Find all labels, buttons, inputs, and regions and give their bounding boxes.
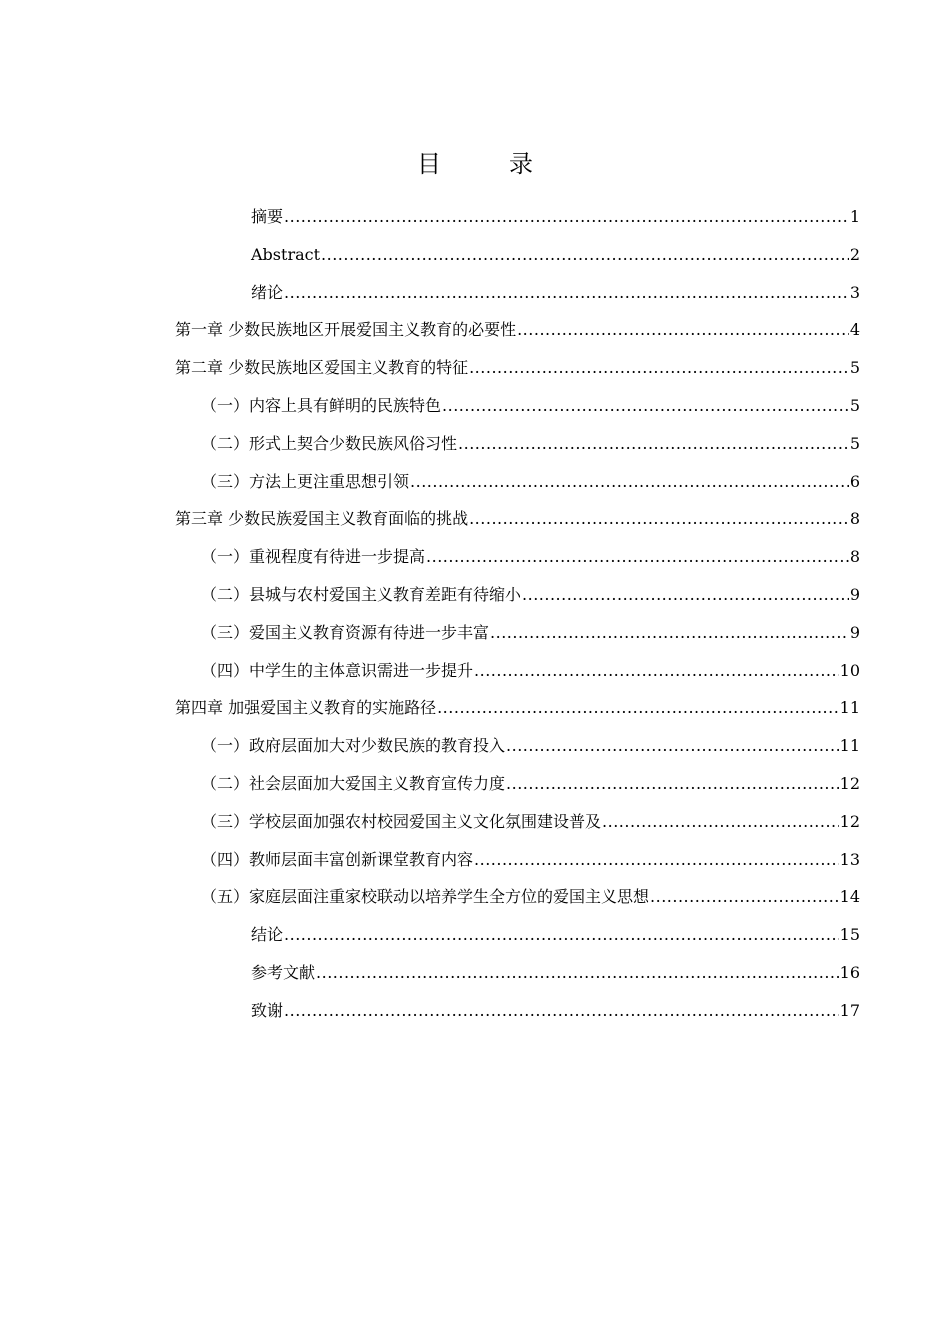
- toc-entry: [0, 538, 860, 576]
- toc-entry-label: （三）爱国主义教育资源有待进一步丰富: [201, 622, 490, 642]
- toc-entry-page: 5: [849, 433, 860, 453]
- toc-entry: [0, 198, 860, 236]
- toc-entry: [0, 916, 860, 954]
- toc-leader-dots: [284, 916, 839, 954]
- toc-entry: [0, 311, 860, 349]
- toc-entry: [0, 765, 860, 803]
- toc-entry: [0, 463, 860, 501]
- toc-entry: [0, 425, 860, 463]
- toc-entry: [0, 992, 860, 1030]
- toc-entry-page: 15: [839, 925, 860, 945]
- toc-entry-label: （三）学校层面加强农村校园爱国主义文化氛围建设普及: [201, 811, 602, 831]
- toc-leader-dots: [316, 954, 839, 992]
- toc-leader-dots: [442, 387, 849, 425]
- toc-entry-page: 8: [849, 509, 860, 529]
- toc-leader-dots: [474, 652, 839, 690]
- toc-entry: [0, 954, 860, 992]
- toc-leader-dots: [410, 463, 849, 501]
- toc-entry-label: （二）县城与农村爱国主义教育差距有待缩小: [201, 584, 522, 604]
- toc-leader-dots: [517, 311, 849, 349]
- toc-entry-label: 绪论: [251, 282, 284, 302]
- toc-entry-label: （三）方法上更注重思想引领: [201, 471, 410, 491]
- toc-entry-page: 5: [849, 358, 860, 378]
- toc-entry-label: （五）家庭层面注重家校联动以培养学生全方位的爱国主义思想: [201, 887, 650, 907]
- toc-leader-dots: [284, 992, 839, 1030]
- toc-leader-dots: [522, 576, 849, 614]
- toc-leader-dots: [469, 349, 849, 387]
- toc-entry-label: 致谢: [251, 1000, 284, 1020]
- toc-entry: [0, 689, 860, 727]
- toc-entry: [0, 387, 860, 425]
- toc-entry-label: 第四章 加强爱国主义教育的实施路径: [175, 698, 437, 718]
- toc-entry-label: 第二章 少数民族地区爱国主义教育的特征: [175, 358, 469, 378]
- toc-leader-dots: [506, 765, 839, 803]
- toc-entry-page: 13: [839, 849, 860, 869]
- toc-entry-page: 1: [849, 207, 860, 226]
- toc-list: [0, 198, 950, 1030]
- toc-entry-page: 2: [849, 244, 860, 264]
- toc-entry-label: （四）教师层面丰富创新课堂教育内容: [201, 849, 474, 869]
- toc-entry: [0, 614, 860, 652]
- toc-entry-label: （二）社会层面加大爱国主义教育宣传力度: [201, 773, 506, 793]
- toc-entry-page: 8: [849, 547, 860, 567]
- toc-leader-dots: [602, 803, 839, 841]
- toc-leader-dots: [284, 198, 849, 236]
- toc-entry-label: 第一章 少数民族地区开展爱国主义教育的必要性: [175, 320, 517, 340]
- toc-entry-label: 第三章 少数民族爱国主义教育面临的挑战: [175, 509, 469, 529]
- toc-entry-label: 参考文献: [251, 962, 316, 982]
- toc-entry-page: 11: [839, 698, 860, 718]
- toc-entry-page: 11: [839, 736, 860, 756]
- toc-entry-page: 12: [839, 773, 860, 793]
- toc-entry-label: （二）形式上契合少数民族风俗习性: [201, 433, 458, 453]
- toc-entry: [0, 652, 860, 690]
- toc-entry: [0, 500, 860, 538]
- toc-entry-label: Abstract: [251, 244, 321, 264]
- toc-leader-dots: [506, 727, 839, 765]
- toc-leader-dots: [284, 274, 849, 312]
- toc-entry-label: 结论: [251, 925, 284, 945]
- toc-entry: [0, 727, 860, 765]
- toc-entry-page: 12: [839, 811, 860, 831]
- toc-entry-page: 3: [849, 282, 860, 302]
- toc-leader-dots: [426, 538, 849, 576]
- toc-entry-page: 6: [849, 471, 860, 491]
- toc-leader-dots: [458, 425, 849, 463]
- toc-entry-page: 16: [839, 962, 860, 982]
- toc-entry: [0, 349, 860, 387]
- toc-entry-label: 摘要: [251, 207, 284, 226]
- toc-leader-dots: [650, 878, 839, 916]
- toc-entry-page: 14: [839, 887, 860, 907]
- toc-entry-page: 9: [849, 622, 860, 642]
- toc-entry: [0, 803, 860, 841]
- toc-entry-page: 9: [849, 584, 860, 604]
- toc-leader-dots: [490, 614, 849, 652]
- toc-title: 目 录: [417, 150, 555, 178]
- toc-entry-page: 5: [849, 395, 860, 415]
- toc-entry-label: （一）政府层面加大对少数民族的教育投入: [201, 736, 506, 756]
- toc-entry: [0, 236, 860, 274]
- toc-entry-page: 10: [839, 660, 860, 680]
- toc-leader-dots: [321, 236, 849, 274]
- toc-entry-page: 4: [849, 320, 860, 340]
- toc-entry: [0, 576, 860, 614]
- toc-entry: [0, 841, 860, 879]
- toc-entry: [0, 878, 860, 916]
- toc-leader-dots: [474, 841, 839, 879]
- toc-entry: [0, 274, 860, 312]
- toc-entry-label: （一）内容上具有鲜明的民族特色: [201, 395, 442, 415]
- toc-entry-page: 17: [839, 1000, 860, 1020]
- toc-entry-label: （一）重视程度有待进一步提高: [201, 547, 426, 567]
- toc-leader-dots: [437, 689, 839, 727]
- toc-leader-dots: [469, 500, 849, 538]
- toc-entry-label: （四）中学生的主体意识需进一步提升: [201, 660, 474, 680]
